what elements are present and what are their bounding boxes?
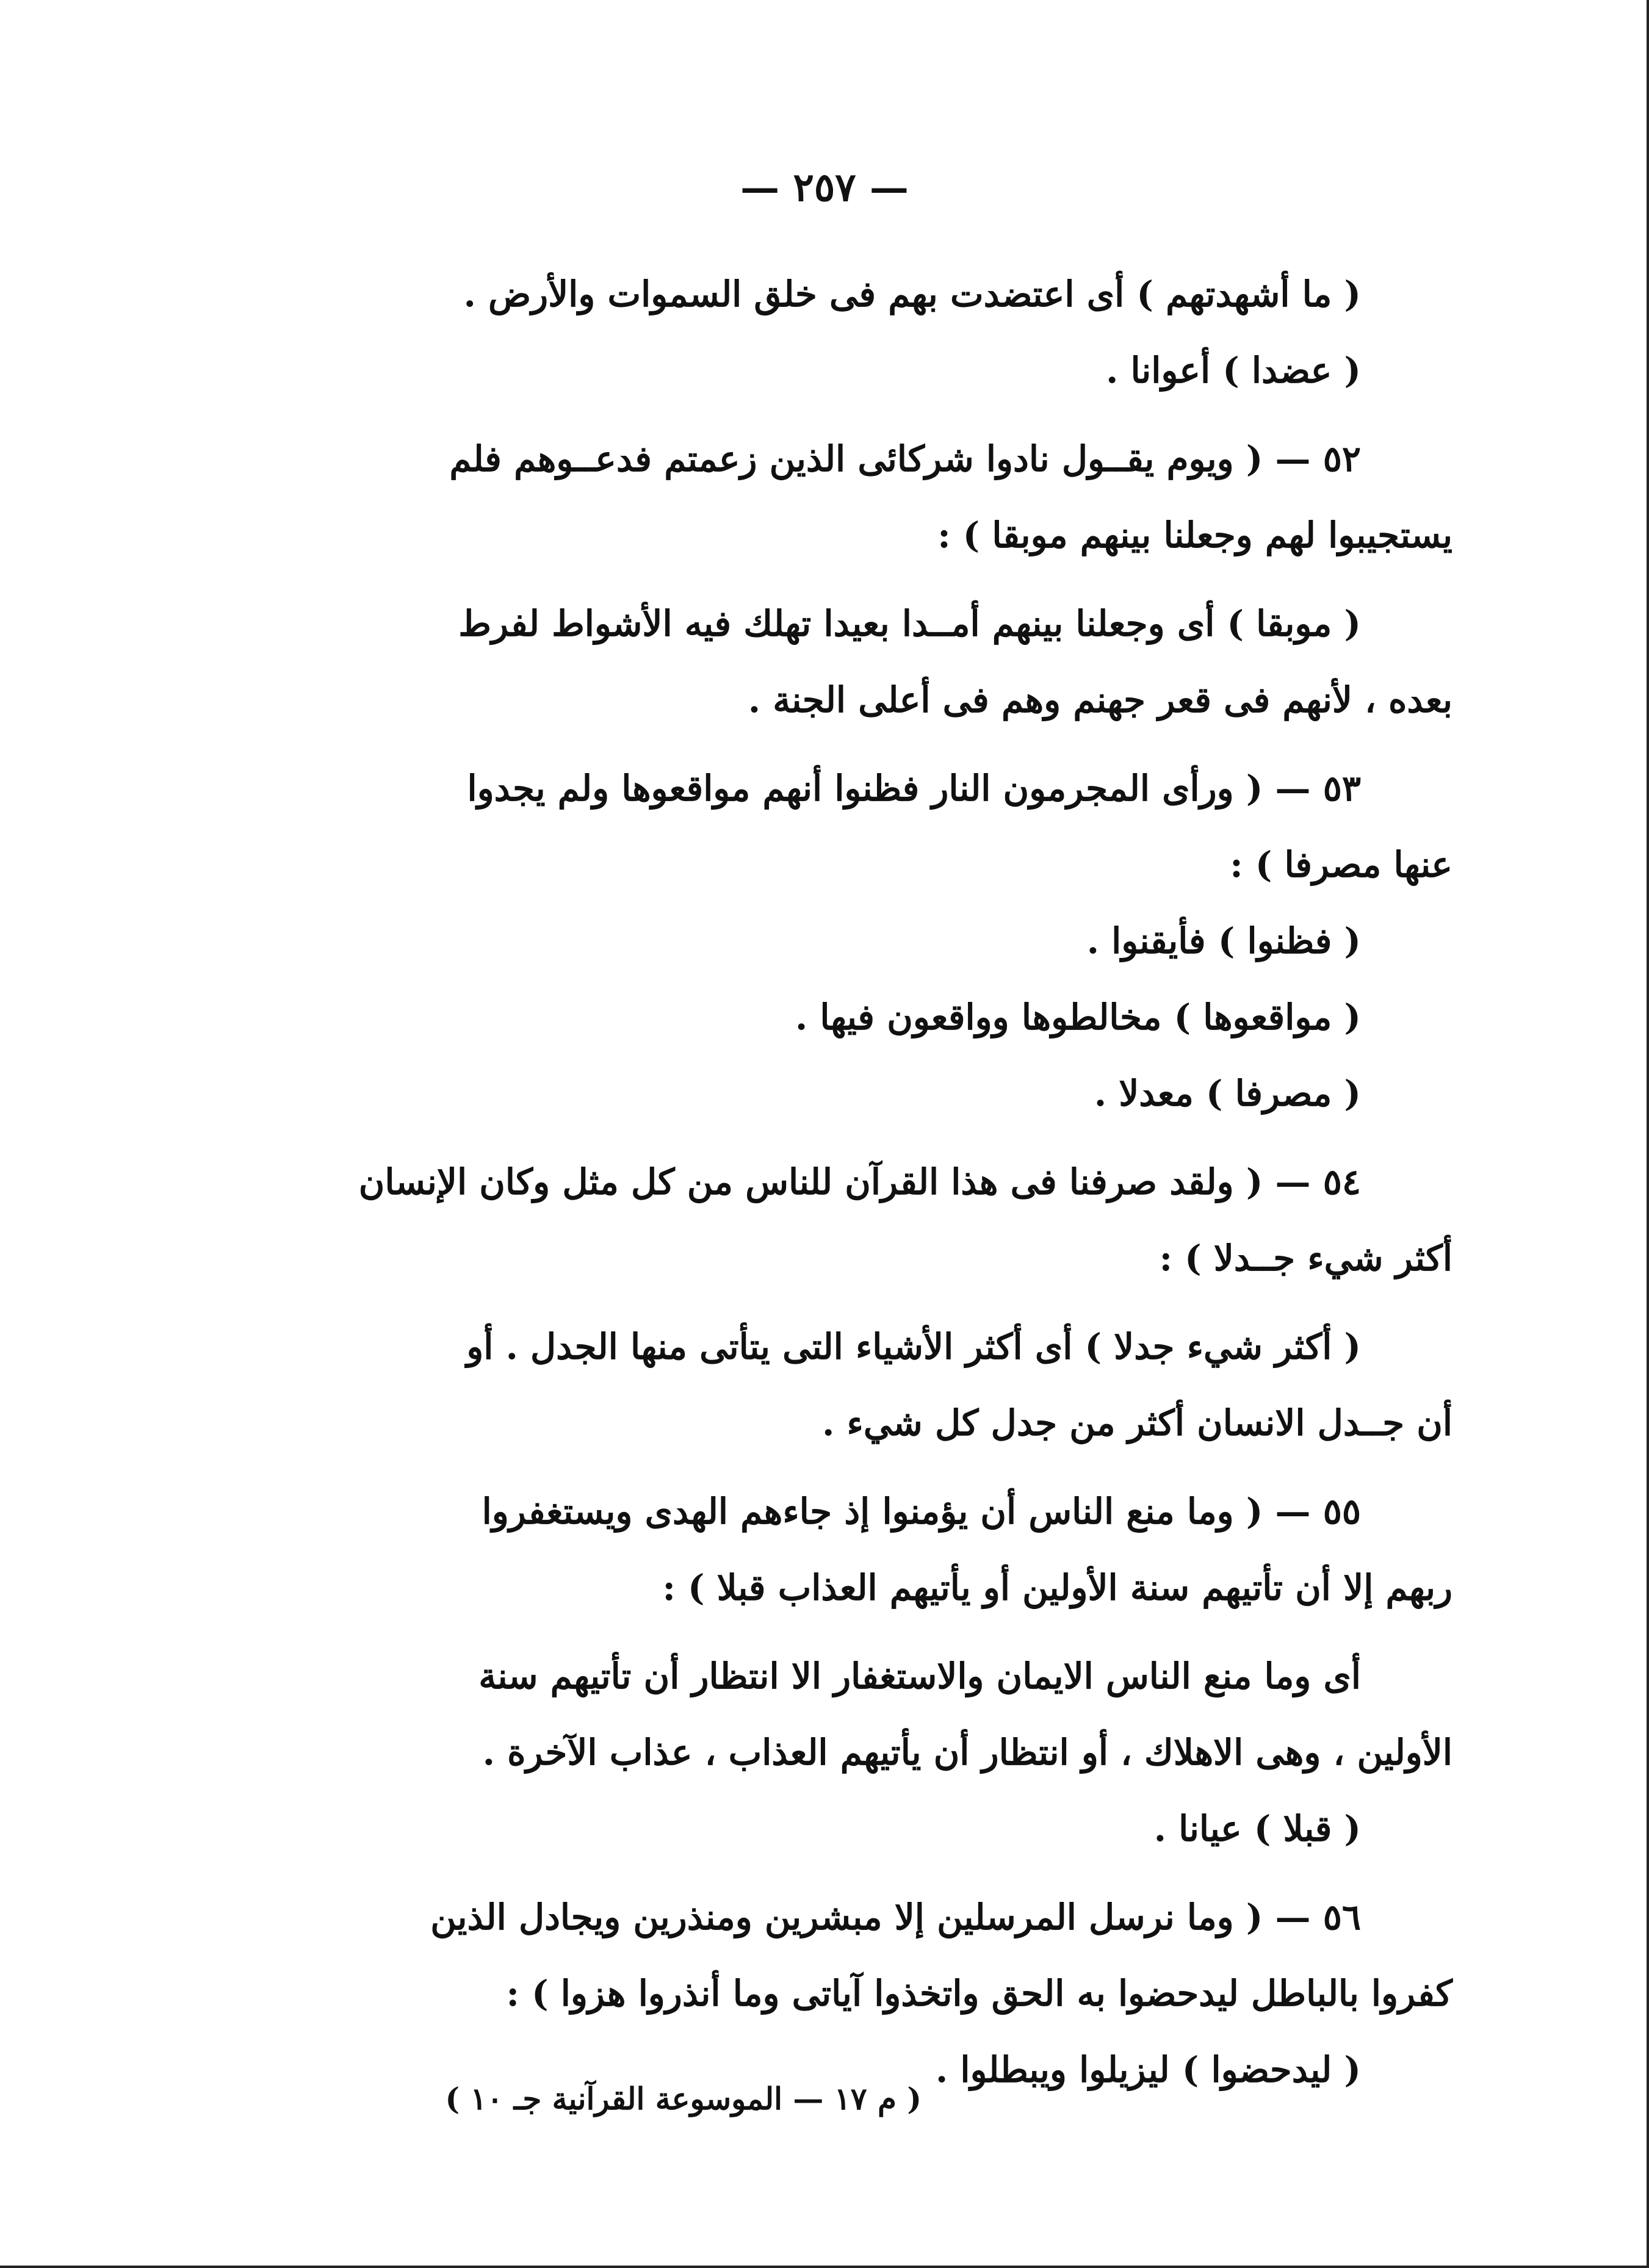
text-line: ( مواقعوها ) مخالطوها وواقعون فيها . xyxy=(795,996,1361,1038)
text-line: ( فظنوا ) فأيقنوا . xyxy=(1086,920,1361,962)
text-line: عنها مصرفا ) : xyxy=(1230,844,1452,885)
text-line: بعده ، لأنهم فى قعر جهنم وهم فى أعلى الجنة . xyxy=(748,679,1452,721)
text-line: ( مصرفا ) معدلا . xyxy=(1094,1073,1361,1114)
text-line: أى وما منع الناس الايمان والاستغفار الا انتظار أن تأتيهم سنة xyxy=(478,1655,1361,1697)
text-line: كفروا بالباطل ليدحضوا به الحق واتخذوا آياتى وما أنذروا هزوا ) : xyxy=(506,1973,1452,2014)
text-line: الأولين ، وهى الاهلاك ، أو انتظار أن يأتيهم العذاب ، عذاب الآخرة . xyxy=(482,1732,1452,1773)
text-line: ٥٤ — ( ولقد صرفنا فى هذا القرآن للناس من كل مثل وكان الإنسان xyxy=(358,1161,1361,1203)
scan-border-right xyxy=(1647,0,1649,2268)
scan-border-bottom xyxy=(0,2266,1649,2268)
page-number: — ٢٥٧ — xyxy=(740,165,909,211)
text-line: ٥٥ — ( وما منع الناس أن يؤمنوا إذ جاءهم الهدى ويستغفروا xyxy=(482,1491,1361,1532)
text-line: ( ما أشهدتهم ) أى اعتضدت بهم فى خلق السموات والأرض . xyxy=(463,273,1361,315)
footer-reference: ( م ١٧ — الموسوعة القرآنية جـ ١٠ ) xyxy=(445,2081,922,2117)
text-line: ٥٢ — ( ويوم يقــول نادوا شركائى الذين زعمتم فدعــوهم فلم xyxy=(449,438,1361,480)
body-text xyxy=(287,256,1452,2108)
text-line: أن جــدل الانسان أكثر من جدل كل شيء . xyxy=(822,1402,1452,1444)
text-line: ( عضدا ) أعوانا . xyxy=(1106,350,1361,391)
text-line: ربهم إلا أن تأتيهم سنة الأولين أو يأتيهم العذاب قبلا ) : xyxy=(662,1567,1452,1608)
text-line: ٥٣ — ( ورأى المجرمون النار فظنوا أنهم مواقعوها ولم يجدوا xyxy=(467,768,1361,809)
text-line: ٥٦ — ( وما نرسل المرسلين إلا مبشرين ومنذرين ويجادل الذين xyxy=(430,1896,1361,1938)
text-line: يستجيبوا لهم وجعلنا بينهم موبقا ) : xyxy=(937,514,1452,556)
text-line: أكثر شيء جــدلا ) : xyxy=(1159,1237,1452,1279)
text-line: ( ليدحضوا ) ليزيلوا ويبطلوا . xyxy=(936,2049,1361,2090)
text-line: ( موبقا ) أى وجعلنا بينهم أمــدا بعيدا تهلك فيه الأشواط لفرط xyxy=(458,603,1361,644)
text-line: ( قبلا ) عيانا . xyxy=(1153,1808,1361,1849)
text-line: ( أكثر شيء جدلا ) أى أكثر الأشياء التى يتأتى منها الجدل . أو xyxy=(466,1326,1361,1367)
